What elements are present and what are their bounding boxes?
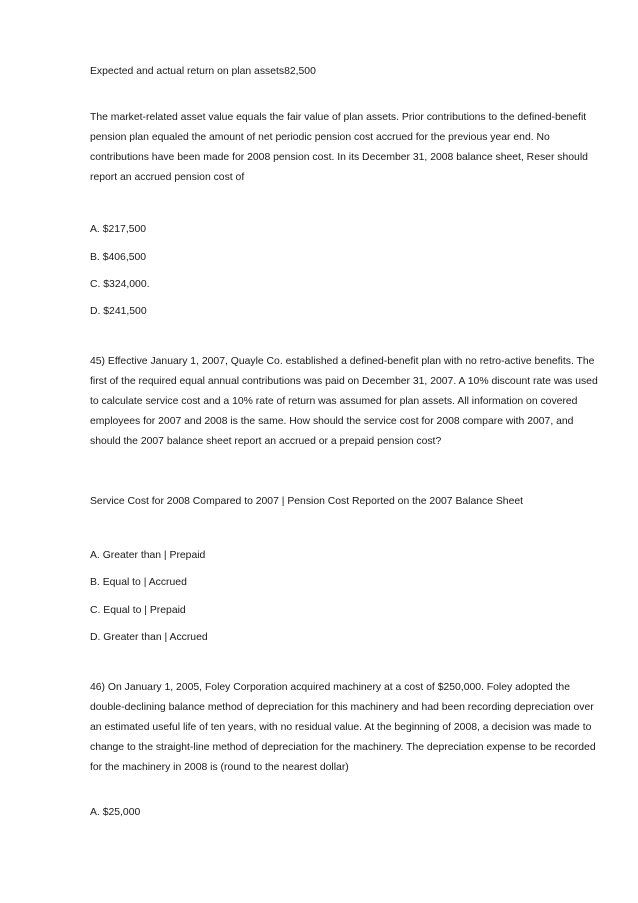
question-46-option-a: A. $25,000 [90, 807, 141, 818]
question-44-option-d: D. $241,500 [90, 306, 147, 317]
question-45-option-a: A. Greater than | Prepaid [90, 550, 206, 561]
intro-line: Expected and actual return on plan assets82,500 [90, 66, 316, 77]
question-44-option-a: A. $217,500 [90, 224, 147, 235]
question-44-text: The market-related asset value equals the fair value of plan assets. Prior contributions to the defined-benefit pension plan equaled the amount of net periodic pension cost accrued for the previous year end. No contributions have been made for 2008 pension cost. In its December 31, 2008 balance sheet, Reser should report an accrued pension cost of [90, 112, 588, 183]
question-44-option-b: B. $406,500 [90, 252, 147, 263]
question-45-option-d: D. Greater than | Accrued [90, 632, 208, 643]
question-45-option-c: C. Equal to | Prepaid [90, 605, 186, 616]
question-45-option-b: B. Equal to | Accrued [90, 577, 187, 588]
question-45-header: Service Cost for 2008 Compared to 2007 | Pension Cost Reported on the 2007 Balance Sheet [90, 496, 524, 507]
question-46-text: 46) On January 1, 2005, Foley Corporation acquired machinery at a cost of $250,000. Foley adopted the double-declining balance method of depreciation for this machinery and had been recording depreciation over an estimated useful life of ten years, with no residual value. At the beginning of 2008, a decision was made to change to the straight-line method of depreciation for the machinery. The depreciation expense to be recorded for the machinery in 2008 is (round to the nearest dollar) [90, 682, 596, 773]
question-45-text: 45) Effective January 1, 2007, Quayle Co. established a defined-benefit plan with no retro-active benefits. The first of the required equal annual contributions was paid on December 31, 2007. A 10% discount rate was used to calculate service cost and a 10% rate of return was assumed for plan assets. All information on covered employees for 2007 and 2008 is the same. How should the service cost for 2008 compare with 2007, and should the 2007 balance sheet report an accrued or a prepaid pension cost? [90, 356, 598, 447]
question-44-option-c: C. $324,000. [90, 279, 150, 290]
